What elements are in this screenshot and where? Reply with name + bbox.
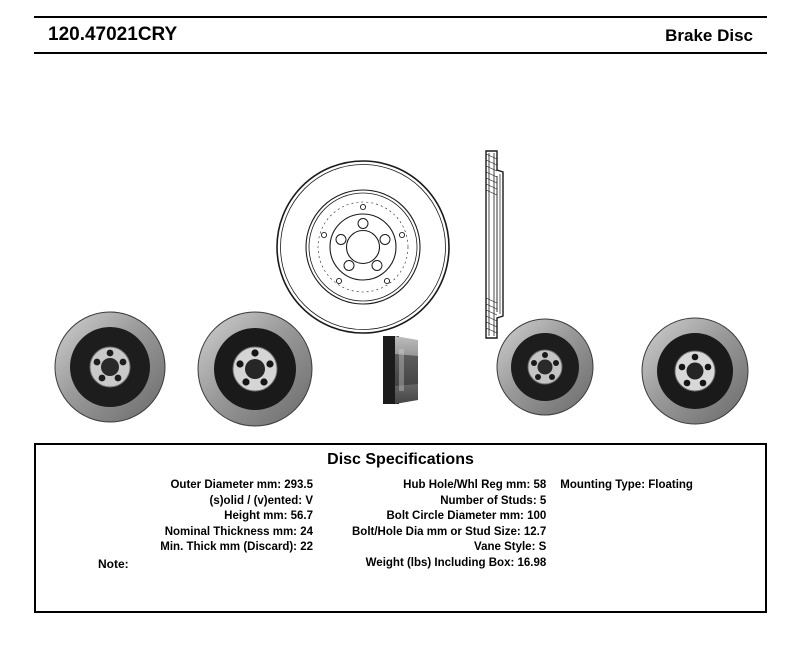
note-label: Note: <box>98 557 129 571</box>
spec-row <box>36 509 313 525</box>
part-number: 120.47021CRY <box>48 24 178 45</box>
spec-label: Height mm: <box>224 510 288 522</box>
spec-label: Number of Studs: <box>440 494 537 507</box>
header-bar <box>34 16 767 54</box>
page-title: Brake Disc <box>665 26 753 45</box>
spec-label: Vane Style: <box>474 541 536 553</box>
brake-disc-cross-section-drawing <box>486 151 503 338</box>
specs-column-middle <box>313 478 546 571</box>
brake-disc-photo-edge-profile <box>383 336 418 404</box>
brake-disc-photo-rear-angle <box>55 312 165 422</box>
spec-row <box>313 478 546 494</box>
spec-value: 56.7 <box>290 510 314 522</box>
brake-disc-photo-rear-small <box>497 319 593 415</box>
specs-column-right <box>546 478 765 571</box>
spec-value: V <box>305 494 314 507</box>
spec-row <box>313 509 546 525</box>
spec-label: Hub Hole/Whl Reg mm: <box>403 479 531 491</box>
brake-disc-photo-front-small <box>642 318 748 424</box>
spec-value: 58 <box>533 479 547 491</box>
spec-label: Outer Diameter mm: <box>170 479 282 491</box>
spec-row <box>36 525 313 541</box>
drawings-area <box>0 54 800 434</box>
spec-row <box>546 478 765 494</box>
spec-label: Nominal Thickness mm: <box>164 525 298 538</box>
spec-label: Min. Thick mm (Discard): <box>160 541 298 553</box>
spec-value: 22 <box>300 541 314 553</box>
brake-disc-front-face-drawing <box>277 161 449 333</box>
spec-row <box>36 540 313 556</box>
spec-value: S <box>538 541 547 553</box>
spec-row <box>313 540 546 556</box>
specs-title: Disc Specifications <box>327 451 474 468</box>
spec-label: Weight (lbs) Including Box: <box>365 556 515 569</box>
spec-row <box>36 494 313 510</box>
spec-value: 5 <box>539 494 547 507</box>
disc-specifications-panel <box>34 443 767 613</box>
brake-disc-photo-front-angle <box>198 312 312 426</box>
spec-value: Floating <box>648 479 693 491</box>
spec-label: Bolt/Hole Dia mm or Stud Size: <box>352 525 521 538</box>
spec-label: Bolt Circle Diameter mm: <box>386 510 524 522</box>
spec-row <box>313 556 546 572</box>
drawings-svg <box>0 54 800 434</box>
spec-row <box>313 525 546 541</box>
specs-column-left <box>36 478 313 571</box>
spec-value: 16.98 <box>517 556 547 569</box>
spec-label: (s)olid / (v)ented: <box>209 494 303 507</box>
spec-label: Mounting Type: <box>560 479 646 491</box>
specs-columns <box>36 471 765 571</box>
spec-value: 24 <box>300 525 314 538</box>
spec-value: 100 <box>527 510 547 522</box>
spec-value: 12.7 <box>523 525 547 538</box>
note-row <box>98 557 129 571</box>
spec-row <box>313 494 546 510</box>
spec-row <box>36 478 313 494</box>
spec-value: 293.5 <box>284 479 314 491</box>
